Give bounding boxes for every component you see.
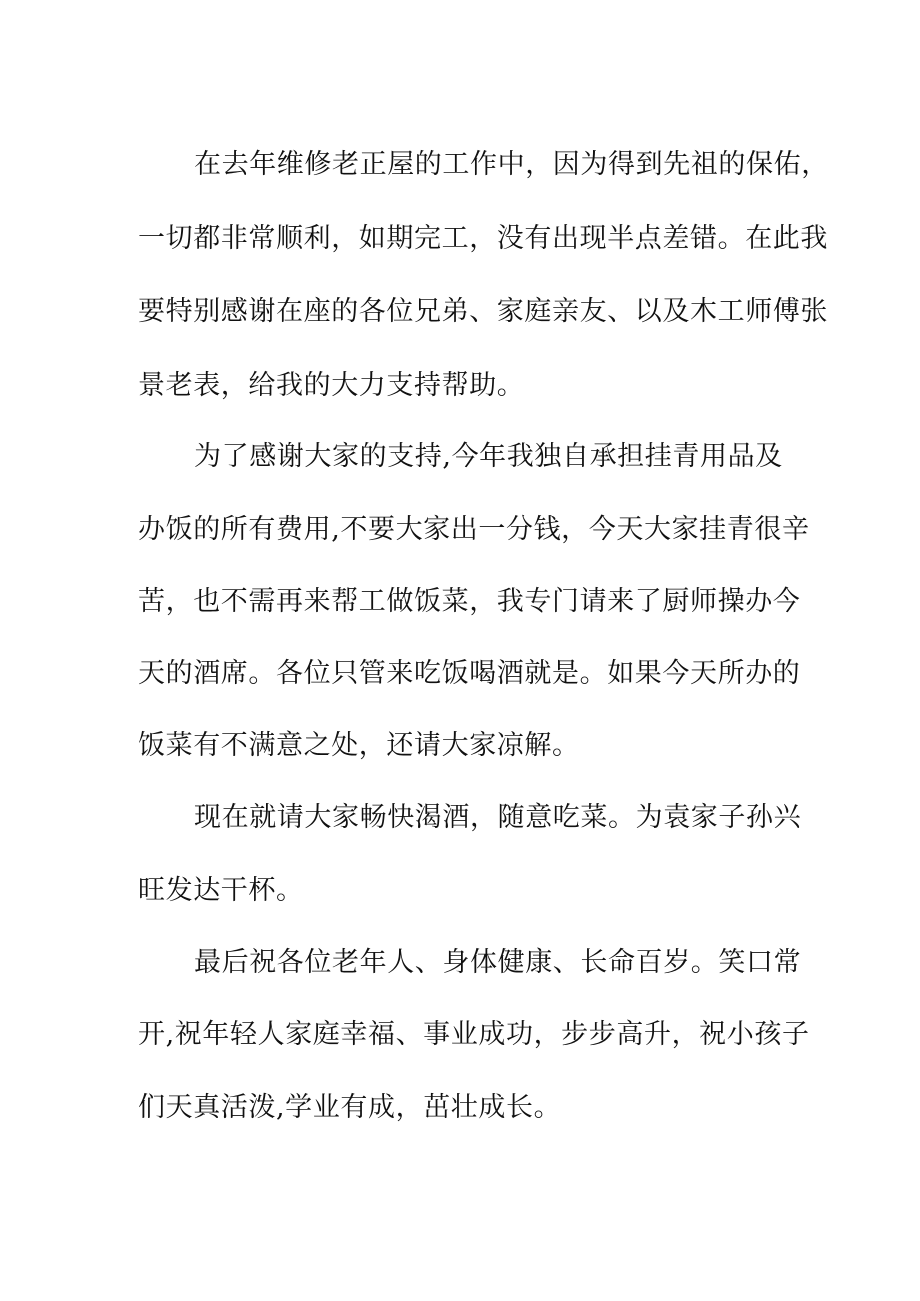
paragraph-1-line-1: 在去年维修老正屋的工作中，因为得到先祖的保佑，	[194, 149, 829, 180]
paragraph-2-line-5: 饭菜有不满意之处，还请大家凉解。	[138, 730, 580, 761]
paragraph-2-line-4: 天的酒席。各位只管来吃饭喝酒就是。如果今天所办的	[138, 658, 801, 689]
paragraph-4-line-2: 开,祝年轻人家庭幸福、事业成功，步步高升，祝小孩子	[138, 1019, 810, 1050]
paragraph-1-line-3: 要特别感谢在座的各位兄弟、家庭亲友、以及木工师傅张	[138, 296, 828, 327]
paragraph-2-line-1: 为了感谢大家的支持,今年我独自承担挂青用品及	[194, 441, 783, 472]
paragraph-3-line-2: 旺发达干杯。	[138, 875, 304, 906]
paragraph-4-line-1: 最后祝各位老年人、身体健康、长命百岁。笑口常	[194, 947, 802, 978]
paragraph-1-line-4: 景老表，给我的大力支持帮助。	[138, 370, 525, 401]
paragraph-3-line-1: 现在就请大家畅快渴酒，随意吃菜。为袁家子孙兴	[194, 802, 802, 833]
paragraph-1-line-2: 一切都非常顺利，如期完工，没有出现半点差错。在此我	[138, 223, 828, 254]
paragraph-2-line-3: 苦，也不需再来帮工做饭菜，我专门请来了厨师操办今	[138, 586, 801, 617]
paragraph-2-line-2: 办饭的所有费用,不要大家出一分钱，今天大家挂青很辛	[138, 514, 810, 545]
paragraph-4-line-3: 们天真活泼,学业有成，茁壮成长。	[138, 1092, 562, 1123]
